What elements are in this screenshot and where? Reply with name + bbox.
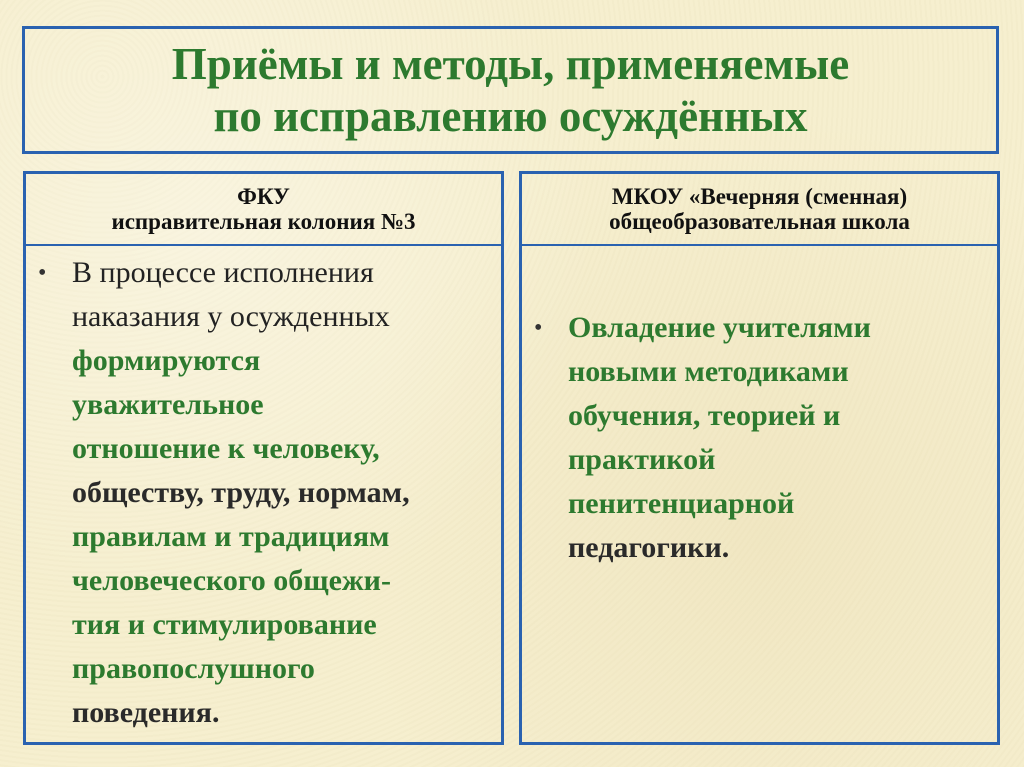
- bullet-icon: •: [534, 315, 543, 341]
- bullet-line: поведения.: [72, 696, 220, 729]
- bullet-line: практикой: [568, 443, 716, 476]
- right-column: [519, 171, 1000, 745]
- right-column-body: [522, 246, 997, 570]
- left-column-header: [26, 174, 501, 246]
- bullet-line: формируются: [72, 344, 261, 377]
- bullet-line: тия и стимулирование: [72, 608, 377, 641]
- bullet-line: правилам и традициям: [72, 520, 390, 553]
- bullet-line: отношение к человеку,: [72, 432, 380, 465]
- bullet-line: обществу, труду, нормам,: [72, 476, 410, 509]
- bullet-line: человеческого общежи-: [72, 564, 391, 597]
- left-bullet-text: [72, 251, 491, 735]
- bullet-line: В процессе исполнения: [72, 256, 374, 289]
- bullet-line: новыми методиками: [568, 355, 849, 388]
- right-column-header-text: МКОУ «Вечерняя (сменная) общеобразовательная школа: [609, 184, 910, 234]
- bullet-line: пенитенциарной: [568, 487, 795, 520]
- right-bullet-item: [534, 306, 987, 570]
- left-bullet-item: [38, 251, 491, 735]
- left-column: [23, 171, 504, 745]
- bullet-line: Овладение учителями: [568, 311, 871, 344]
- slide-title: Приёмы и методы, применяемые по исправлению осуждённых: [171, 39, 850, 141]
- bullet-icon: •: [38, 260, 47, 286]
- bullet-line: правопослушного: [72, 652, 315, 685]
- bullet-line: наказания у осужденных: [72, 300, 390, 333]
- bullet-line: педагогики.: [568, 531, 730, 564]
- bullet-line: уважительное: [72, 388, 264, 421]
- left-column-body: [26, 246, 501, 735]
- bullet-line: обучения, теорией и: [568, 399, 841, 432]
- left-column-header-text: ФКУ исправительная колония №3: [111, 184, 416, 234]
- right-column-header: [522, 174, 997, 246]
- right-bullet-text: [568, 306, 987, 570]
- slide-title-box: [22, 26, 999, 154]
